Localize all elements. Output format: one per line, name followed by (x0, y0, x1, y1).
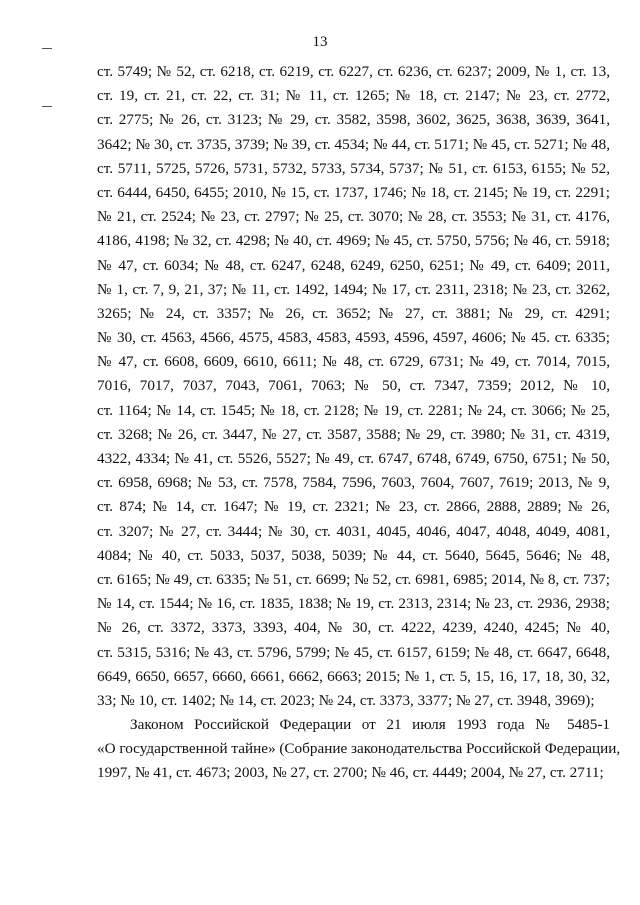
text-line: 4186, 4198; № 32, ст. 4298; № 40, ст. 4969; № 45, ст. 5750, 5756; № 46, ст. 5918; (97, 232, 610, 250)
text-line: № 47, ст. 6608, 6609, 6610, 6611; № 48, ст. 6729, 6731; № 49, ст. 7014, 7015, (97, 353, 610, 371)
text-line: 4084; № 40, ст. 5033, 5037, 5038, 5039; № 44, ст. 5640, 5645, 5646; № 48, (97, 546, 610, 564)
paragraph-law-reference (97, 713, 621, 786)
text-line: ст. 3268; № 26, ст. 3447, № 27, ст. 3587, 3588; № 29, ст. 3980; № 31, ст. 4319, (97, 425, 610, 443)
text-line: ст. 3207; № 27, ст. 3444; № 30, ст. 4031, 4045, 4046, 4047, 4048, 4049, 4081, (97, 522, 610, 540)
paragraph-citations (97, 60, 610, 713)
text-line: 3265; № 24, ст. 3357; № 26, ст. 3652; № 27, ст. 3881; № 29, ст. 4291; (97, 304, 610, 322)
text-line: ст. 6958, 6968; № 53, ст. 7578, 7584, 7596, 7603, 7604, 7607, 7619; 2013, № 9, (97, 474, 610, 492)
text-line: ст. 5315, 5316; № 43, ст. 5796, 5799; № 45, ст. 6157, 6159; № 48, ст. 6647, 6648, (97, 643, 610, 661)
margin-mark (42, 48, 52, 49)
text-line: 3642; № 30, ст. 3735, 3739; № 39, ст. 4534; № 44, ст. 5171; № 45, ст. 5271; № 48, (97, 135, 610, 153)
text-line: № 30, ст. 4563, 4566, 4575, 4583, 4583, 4593, 4596, 4597, 4606; № 45. ст. 6335; (97, 329, 610, 347)
text-line: № 1, ст. 7, 9, 21, 37; № 11, ст. 1492, 1494; № 17, ст. 2311, 2318; № 23, ст. 3262, (97, 280, 610, 298)
text-line: ст. 6165; № 49, ст. 6335; № 51, ст. 6699; № 52, ст. 6981, 6985; 2014, № 8, ст. 737; (97, 570, 610, 588)
text-line: № 21, ст. 2524; № 23, ст. 2797; № 25, ст. 3070; № 28, ст. 3553; № 31, ст. 4176, (97, 208, 610, 226)
text-line: 7016, 7017, 7037, 7043, 7061, 7063; № 50, ст. 7347, 7359; 2012, № 10, (97, 377, 610, 395)
page-number: 13 (312, 34, 328, 50)
text-line: № 47, ст. 6034; № 48, ст. 6247, 6248, 6249, 6250, 6251; № 49, ст. 6409; 2011, (97, 256, 610, 274)
text-line: ст. 5711, 5725, 5726, 5731, 5732, 5733, 5734, 5737; № 51, ст. 6153, 6155; № 52, (97, 159, 610, 177)
text-line: 4322, 4334; № 41, ст. 5526, 5527; № 49, ст. 6747, 6748, 6749, 6750, 6751; № 50, (97, 450, 610, 467)
text-line: ст. 19, ст. 21, ст. 22, ст. 31; № 11, ст. 1265; № 18, ст. 2147; № 23, ст. 2772, (97, 87, 610, 105)
margin-mark (42, 106, 52, 107)
text-line: ст. 5749; № 52, ст. 6218, ст. 6219, ст. 6227, ст. 6236, ст. 6237; 2009, № 1, ст. 13, (97, 63, 610, 80)
text-line: ст. 6444, 6450, 6455; 2010, № 15, ст. 1737, 1746; № 18, ст. 2145; № 19, ст. 2291; (97, 183, 610, 201)
text-line: ст. 2775; № 26, ст. 3123; № 29, ст. 3582, 3598, 3602, 3625, 3638, 3639, 3641, (97, 111, 610, 129)
document-body (97, 60, 621, 786)
text-line: № 14, ст. 1544; № 16, ст. 1835, 1838; № 19, ст. 2313, 2314; № 23, ст. 2936, 2938; (97, 595, 610, 613)
text-line: ст. 1164; № 14, ст. 1545; № 18, ст. 2128; № 19, ст. 2281; № 24, ст. 3066; № 25, (97, 401, 610, 419)
text-line: № 26, ст. 3372, 3373, 3393, 404, № 30, ст. 4222, 4239, 4240, 4245; № 40, (97, 619, 610, 637)
text-line: 33; № 10, ст. 1402; № 14, ст. 2023; № 24, ст. 3373, 3377; № 27, ст. 3948, 3969); (97, 691, 595, 709)
text-line: Законом Российской Федерации от 21 июля 1993 года № 5485-1 (130, 716, 610, 734)
text-line: 6649, 6650, 6657, 6660, 6661, 6662, 6663; 2015; № 1, ст. 5, 15, 16, 17, 18, 30, 32, (97, 667, 610, 685)
text-line: ст. 874; № 14, ст. 1647; № 19, ст. 2321; № 23, ст. 2866, 2888, 2889; № 26, (97, 498, 610, 516)
text-line: 1997, № 41, ст. 4673; 2003, № 27, ст. 2700; № 46, ст. 4449; 2004, № 27, ст. 2711; (97, 764, 604, 782)
text-line: «О государственной тайне» (Собрание законодательства Российской Федерации, (97, 740, 621, 758)
